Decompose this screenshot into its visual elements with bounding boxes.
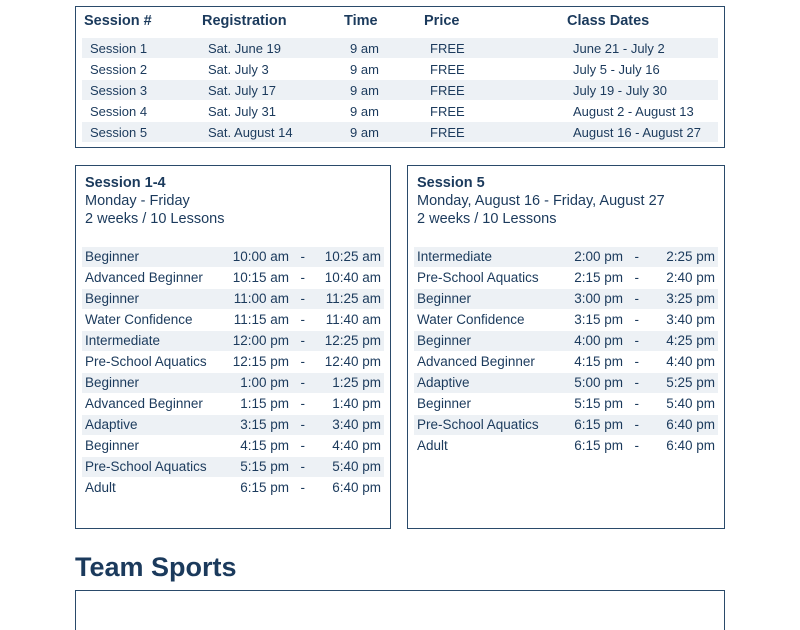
row-time: 9 am [350, 125, 379, 140]
lesson-name: Adult [85, 480, 116, 495]
lesson-name: Pre-School Aquatics [417, 417, 539, 432]
time-separator: - [634, 312, 639, 327]
time-separator: - [634, 249, 639, 264]
row-class-dates: July 19 - July 30 [573, 83, 667, 98]
lesson-name: Pre-School Aquatics [417, 270, 539, 285]
lesson-row [82, 415, 384, 435]
session-1-4-title: Session 1-4 [85, 175, 166, 191]
session-5-duration: 2 weeks / 10 Lessons [417, 211, 557, 227]
time-separator: - [634, 375, 639, 390]
time-separator: - [300, 354, 305, 369]
header-class-dates: Class Dates [567, 13, 650, 29]
lesson-start-time: 11:00 am [233, 291, 289, 306]
row-session: Session 1 [90, 41, 148, 56]
row-price: FREE [430, 125, 465, 140]
lesson-row [82, 352, 384, 372]
lesson-row [414, 373, 718, 393]
time-separator: - [300, 438, 305, 453]
session-1-4-heading [85, 174, 224, 228]
row-registration: Sat. June 19 [208, 41, 281, 56]
lesson-name: Beginner [85, 375, 140, 390]
header-session-number: Session # [84, 13, 152, 29]
lesson-end-time: 2:25 pm [666, 249, 715, 264]
lesson-end-time: 1:40 pm [332, 396, 381, 411]
lesson-name: Adaptive [417, 375, 470, 390]
lesson-row [82, 436, 384, 456]
schedule-row [82, 38, 718, 58]
lesson-row [414, 436, 718, 456]
lesson-name: Beginner [417, 333, 472, 348]
lesson-start-time: 11:15 am [233, 312, 289, 327]
row-session: Session 5 [90, 125, 148, 140]
lesson-name: Pre-School Aquatics [85, 459, 207, 474]
row-class-dates: August 16 - August 27 [573, 125, 701, 140]
lesson-end-time: 11:40 am [325, 312, 381, 327]
header-time: Time [344, 13, 378, 29]
lesson-end-time: 6:40 pm [332, 480, 381, 495]
time-separator: - [300, 375, 305, 390]
lesson-name: Advanced Beginner [85, 396, 203, 411]
lesson-row [414, 268, 718, 288]
row-registration: Sat. July 3 [208, 62, 269, 77]
row-time: 9 am [350, 62, 379, 77]
time-separator: - [634, 270, 639, 285]
session-1-4-days: Monday - Friday [85, 193, 190, 209]
lesson-row [414, 331, 718, 351]
lesson-start-time: 1:15 pm [240, 396, 289, 411]
team-sports-box [75, 590, 725, 630]
time-separator: - [300, 249, 305, 264]
lesson-end-time: 4:40 pm [666, 354, 715, 369]
row-class-dates: July 5 - July 16 [573, 62, 660, 77]
schedule-row [82, 80, 718, 100]
lesson-name: Intermediate [417, 249, 493, 264]
row-class-dates: June 21 - July 2 [573, 41, 665, 56]
lesson-end-time: 3:25 pm [666, 291, 715, 306]
lesson-name: Adaptive [85, 417, 138, 432]
lesson-start-time: 3:15 pm [574, 312, 623, 327]
lesson-end-time: 1:25 pm [332, 375, 381, 390]
row-time: 9 am [350, 104, 379, 119]
row-time: 9 am [350, 41, 379, 56]
lesson-start-time: 6:15 pm [574, 417, 623, 432]
row-time: 9 am [350, 83, 379, 98]
lesson-row [82, 310, 384, 330]
lesson-start-time: 5:00 pm [574, 375, 623, 390]
time-separator: - [300, 333, 305, 348]
row-session: Session 2 [90, 62, 148, 77]
lesson-start-time: 2:15 pm [574, 270, 623, 285]
session-5-heading [417, 174, 665, 228]
session-5-box [407, 165, 725, 529]
lesson-end-time: 4:40 pm [332, 438, 381, 453]
time-separator: - [634, 417, 639, 432]
session-schedule-table [75, 6, 725, 148]
lesson-row [82, 289, 384, 309]
header-registration: Registration [202, 13, 287, 29]
lesson-start-time: 3:00 pm [574, 291, 623, 306]
lesson-name: Beginner [85, 291, 140, 306]
lesson-start-time: 3:15 pm [240, 417, 289, 432]
lesson-end-time: 5:40 pm [332, 459, 381, 474]
schedule-row [82, 122, 718, 142]
lesson-start-time: 6:15 pm [240, 480, 289, 495]
lesson-start-time: 6:15 pm [574, 438, 623, 453]
header-price: Price [424, 13, 460, 29]
time-separator: - [300, 396, 305, 411]
lesson-end-time: 6:40 pm [666, 438, 715, 453]
lesson-row [82, 268, 384, 288]
lesson-row [82, 478, 384, 498]
row-price: FREE [430, 83, 465, 98]
time-separator: - [634, 354, 639, 369]
lesson-row [82, 247, 384, 267]
session-1-4-box [75, 165, 391, 529]
lesson-row [82, 331, 384, 351]
row-registration: Sat. July 17 [208, 83, 276, 98]
lesson-row [414, 289, 718, 309]
lesson-start-time: 1:00 pm [240, 375, 289, 390]
time-separator: - [634, 291, 639, 306]
lesson-start-time: 2:00 pm [574, 249, 623, 264]
session-5-title: Session 5 [417, 175, 485, 191]
lesson-name: Water Confidence [417, 312, 525, 327]
lesson-start-time: 5:15 pm [240, 459, 289, 474]
lesson-start-time: 5:15 pm [574, 396, 623, 411]
lesson-row [414, 394, 718, 414]
lesson-row [82, 457, 384, 477]
lesson-end-time: 5:40 pm [666, 396, 715, 411]
lesson-row [82, 373, 384, 393]
session-1-4-duration: 2 weeks / 10 Lessons [85, 211, 225, 227]
lesson-name: Advanced Beginner [85, 270, 203, 285]
time-separator: - [634, 438, 639, 453]
time-separator: - [300, 291, 305, 306]
lesson-start-time: 4:15 pm [574, 354, 623, 369]
lesson-start-time: 12:15 pm [232, 354, 289, 369]
time-separator: - [300, 480, 305, 495]
lesson-end-time: 10:25 am [324, 249, 381, 264]
lesson-row [414, 247, 718, 267]
lesson-end-time: 11:25 am [325, 291, 381, 306]
lesson-name: Intermediate [85, 333, 161, 348]
lesson-start-time: 4:00 pm [574, 333, 623, 348]
lesson-name: Beginner [85, 249, 140, 264]
lesson-name: Beginner [417, 291, 472, 306]
lesson-end-time: 5:25 pm [666, 375, 715, 390]
lesson-start-time: 10:00 am [232, 249, 289, 264]
lesson-end-time: 3:40 pm [332, 417, 381, 432]
row-class-dates: August 2 - August 13 [573, 104, 694, 119]
time-separator: - [634, 396, 639, 411]
lesson-name: Beginner [85, 438, 140, 453]
lesson-start-time: 4:15 pm [240, 438, 289, 453]
lesson-row [414, 415, 718, 435]
schedule-row [82, 101, 718, 121]
team-sports-title: Team Sports [75, 552, 237, 582]
row-registration: Sat. August 14 [208, 125, 293, 140]
time-separator: - [634, 333, 639, 348]
lesson-row [414, 310, 718, 330]
lesson-end-time: 6:40 pm [666, 417, 715, 432]
lesson-name: Beginner [417, 396, 472, 411]
time-separator: - [300, 459, 305, 474]
lesson-end-time: 4:25 pm [666, 333, 715, 348]
lesson-row [82, 394, 384, 414]
session-5-days: Monday, August 16 - Friday, August 27 [417, 193, 665, 209]
lesson-end-time: 2:40 pm [666, 270, 715, 285]
lesson-start-time: 10:15 am [232, 270, 289, 285]
lesson-name: Water Confidence [85, 312, 193, 327]
row-session: Session 4 [90, 104, 148, 119]
schedule-row [82, 59, 718, 79]
row-session: Session 3 [90, 83, 148, 98]
lesson-name: Advanced Beginner [417, 354, 535, 369]
row-price: FREE [430, 104, 465, 119]
lesson-end-time: 12:40 pm [324, 354, 381, 369]
lesson-name: Pre-School Aquatics [85, 354, 207, 369]
lesson-start-time: 12:00 pm [232, 333, 289, 348]
row-price: FREE [430, 41, 465, 56]
lesson-row [414, 352, 718, 372]
lesson-name: Adult [417, 438, 448, 453]
time-separator: - [300, 270, 305, 285]
lesson-end-time: 3:40 pm [666, 312, 715, 327]
time-separator: - [300, 312, 305, 327]
row-price: FREE [430, 62, 465, 77]
lesson-end-time: 12:25 pm [324, 333, 381, 348]
lesson-end-time: 10:40 am [324, 270, 381, 285]
time-separator: - [300, 417, 305, 432]
row-registration: Sat. July 31 [208, 104, 276, 119]
